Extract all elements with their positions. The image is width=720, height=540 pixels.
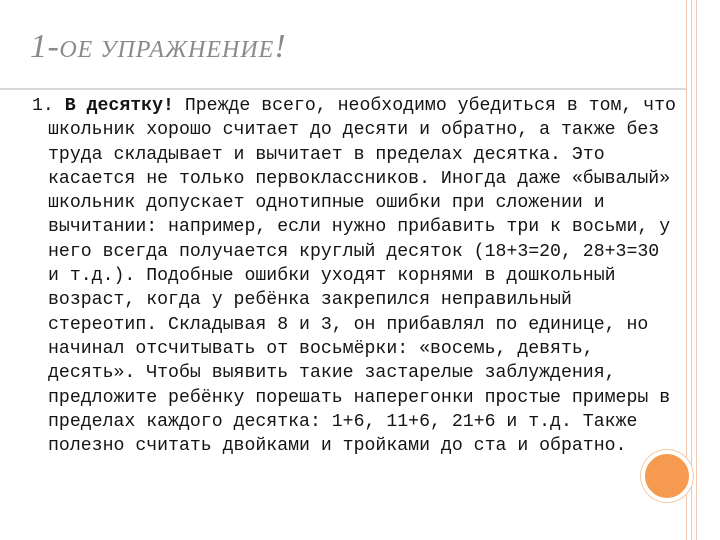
title-main: ОЕ УПРАЖНЕНИЕ: [59, 37, 275, 63]
exercise-paragraph: [32, 94, 676, 458]
title-divider: [0, 88, 686, 90]
slide-title: [30, 28, 286, 66]
item-number: 1.: [32, 96, 65, 116]
right-border-line-far: [696, 0, 697, 540]
item-text: Прежде всего, необходимо убедиться в том, что школьник хорошо считает до десяти и обратно, а также без труда складывает и вычитает в пределах десятка. Это касается не только первоклассников. Иногда даже «бывалый» школьник допускает однотипные ошибки при сложении и вычитании: например, если нужно прибавить три к восьми, у него всегда получается круглый десяток (18+3=20, 28+3=30 и т.д.). Подобные ошибки уходят корнями в дошкольный возраст, когда у ребёнка закрепился неправильный стереотип. Складывая 8 и 3, он прибавлял по единице, но начинал отсчитывать от восьмёрки: «восемь, девять, десять». Чтобы выявить такие застарелые заблуждения, предложите ребёнку порешать наперегонки простые примеры в пределах каждого десятка: 1+6, 11+6, 21+6 и т.д. Также полезно считать двойками и тройками до ста и обратно.: [48, 96, 676, 457]
right-border-line-outer: [691, 0, 692, 540]
item-heading: В десятку!: [64, 96, 174, 116]
decorative-orange-circle: [641, 450, 693, 502]
title-suffix: !: [274, 28, 287, 65]
title-prefix: 1-: [30, 28, 60, 65]
